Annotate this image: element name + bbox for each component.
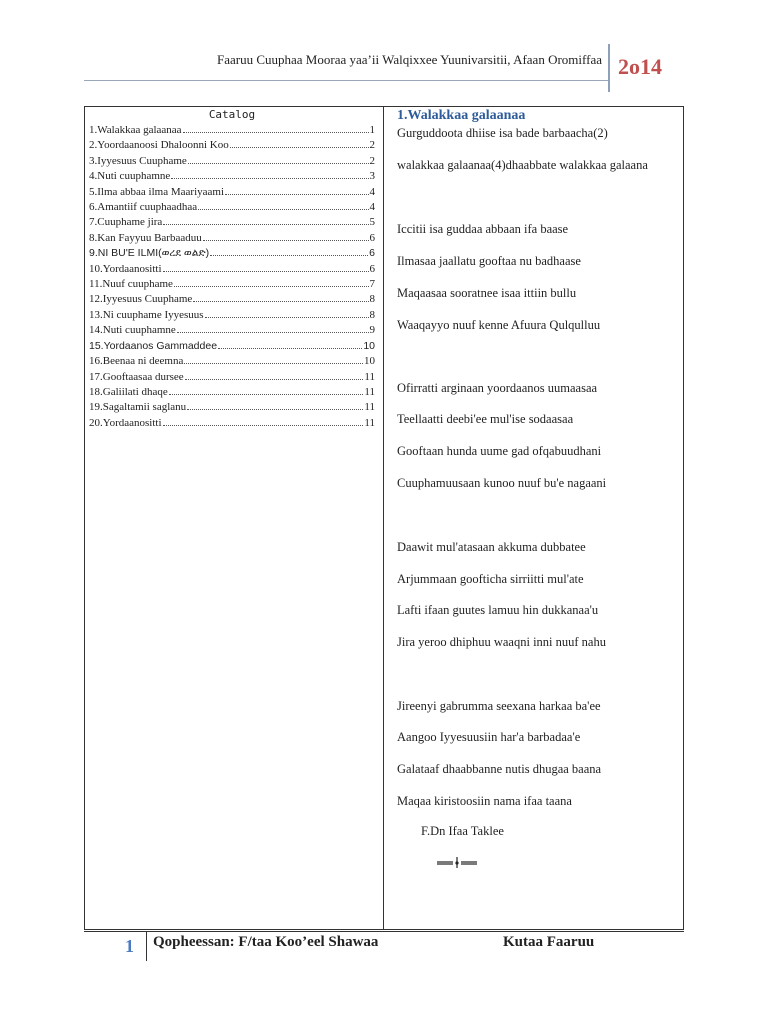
footer-author: Qopheessan: F/taa Koo’eel Shawaa (153, 934, 379, 950)
catalog-item[interactable] (89, 123, 375, 138)
catalog-item[interactable] (89, 354, 375, 369)
footer-separator (146, 931, 147, 961)
catalog-item-page: 11 (364, 385, 375, 398)
ornament-divider-icon (435, 856, 479, 868)
catalog-item-leader (188, 162, 369, 164)
catalog-item-title: 12.Iyyesuus Cuuphame (89, 293, 193, 306)
catalog-item-leader (225, 193, 369, 195)
header-year: 2o14 (618, 54, 662, 79)
catalog-item[interactable] (89, 339, 375, 354)
poem (397, 106, 679, 838)
poem-line: Gooftaan hunda uume gad ofqabuudhani (397, 444, 602, 458)
catalog-item-page: 8 (369, 308, 375, 321)
column-divider (383, 106, 384, 930)
poem-signature: F.Dn Ifaa Taklee (421, 824, 504, 838)
catalog-item-leader (185, 378, 364, 380)
catalog-item-page: 2 (369, 154, 375, 167)
catalog-item-title: 4.Nuti cuuphamne (89, 170, 171, 183)
catalog-item[interactable] (89, 385, 375, 400)
catalog-item-page: 11 (364, 370, 375, 383)
catalog-item-leader (163, 223, 368, 225)
poem-line: Ilmasaa jaallatu gooftaa nu badhaase (397, 254, 581, 268)
catalog-item-leader (187, 408, 363, 410)
poem-line: Jira yeroo dhiphuu waaqni inni nuuf nahu (397, 635, 606, 649)
poem-line: Gurguddoota dhiise isa bade barbaacha(2) (397, 126, 608, 140)
catalog-item-page: 9 (369, 324, 375, 337)
poem-line: Aangoo Iyyesuusiin har'a barbadaa'e (397, 730, 581, 744)
poem-line: Waaqayyo nuuf kenne Afuura Qulqulluu (397, 318, 601, 332)
catalog-title: Catalog (208, 108, 256, 121)
catalog-item-leader (171, 177, 368, 179)
catalog-item-leader (169, 393, 364, 395)
catalog-item-title: 20.Yordaanositti (89, 416, 162, 429)
catalog-item[interactable] (89, 370, 375, 385)
catalog-item-leader (203, 239, 369, 241)
catalog-list (89, 123, 375, 431)
poem-line: Galataaf dhaabbanne nutis dhugaa baana (397, 762, 602, 776)
catalog-item-leader (193, 300, 368, 302)
catalog-item-title: 14.Nuti cuuphamne (89, 324, 176, 337)
catalog-item-page: 3 (369, 170, 375, 183)
catalog-item-title: 5.Ilma abbaa ilma Maariyaami (89, 185, 224, 198)
catalog-item-page: 4 (369, 201, 375, 214)
catalog-item[interactable] (89, 231, 375, 246)
catalog-item-leader (184, 362, 363, 364)
poem-line: Maqaasaa sooratnee isaa ittiin bullu (397, 286, 577, 300)
catalog-item-page: 10 (364, 355, 375, 368)
header-rule (84, 80, 608, 81)
poem-line: Iccitii isa guddaa abbaan ifa baase (397, 222, 569, 236)
catalog-item-leader (230, 146, 369, 148)
catalog-item-leader (174, 285, 369, 287)
poem-line: Daawit mul'atasaan akkuma dubbatee (397, 540, 586, 554)
catalog-item-leader (198, 208, 368, 210)
catalog-item[interactable] (89, 308, 375, 323)
catalog (89, 108, 375, 431)
poem-line: walakkaa galaanaa(4)dhaabbate walakkaa galaana (397, 158, 648, 172)
catalog-item[interactable] (89, 262, 375, 277)
catalog-item-page: 6 (369, 262, 375, 275)
catalog-item-page: 7 (369, 278, 375, 291)
catalog-item[interactable] (89, 169, 375, 184)
catalog-item[interactable] (89, 277, 375, 292)
catalog-item-title: 15.Yordaanos Gammaddee (89, 339, 218, 352)
catalog-item-title: 17.Gooftaasaa dursee (89, 370, 184, 383)
catalog-item[interactable] (89, 246, 375, 261)
catalog-item-title: 8.Kan Fayyuu Barbaaduu (89, 231, 202, 244)
catalog-item[interactable] (89, 416, 375, 431)
header-title: Faaruu Cuuphaa Mooraa yaa’ii Walqixxee Yuunivarsitii, Afaan Oromiffaa (217, 52, 602, 67)
catalog-item-page: 11 (364, 416, 375, 429)
catalog-item[interactable] (89, 215, 375, 230)
catalog-item-page: 8 (369, 293, 375, 306)
catalog-item-leader (210, 254, 368, 256)
poem-line: Teellaatti deebi'ee mul'ise sodaasaa (397, 412, 574, 426)
catalog-item-page: 11 (364, 401, 375, 414)
catalog-item-title: 18.Galiilati dhaqe (89, 385, 168, 398)
catalog-item[interactable] (89, 154, 375, 169)
footer-rule (84, 931, 684, 932)
catalog-item-title: 9.NI BU'E ILMI(ወረደ ወልድ) (89, 247, 210, 260)
catalog-item-page: 6 (369, 247, 375, 260)
catalog-item-leader (177, 331, 369, 333)
catalog-item[interactable] (89, 138, 375, 153)
poem-line: Arjummaan goofticha sirriitti mul'ate (397, 572, 584, 586)
catalog-item-title: 6.Amantiif cuuphaadhaa (89, 201, 198, 214)
catalog-item-page: 6 (369, 231, 375, 244)
poem-line: Jireenyi gabrumma seexana harkaa ba'ee (397, 699, 601, 713)
catalog-item-page: 10 (363, 339, 375, 352)
catalog-item-title: 19.Sagaltamii saglanu (89, 401, 187, 414)
catalog-item-page: 4 (369, 185, 375, 198)
catalog-item-leader (205, 316, 369, 318)
catalog-item-page: 1 (369, 124, 375, 136)
catalog-item-title: 11.Nuuf cuuphame (89, 278, 173, 291)
catalog-item-page: 2 (369, 139, 375, 152)
poem-title: 1.Walakkaa galaanaa (397, 108, 526, 123)
catalog-item-title: 7.Cuuphame jira (89, 216, 163, 229)
poem-line: Lafti ifaan guutes lamuu hin dukkanaa'u (397, 603, 599, 617)
poem-line: Cuuphamuusaan kunoo nuuf bu'e nagaani (397, 476, 607, 490)
catalog-item-title: 1.Walakkaa galaanaa (89, 124, 182, 136)
catalog-item[interactable] (89, 200, 375, 215)
header-separator (608, 44, 610, 92)
footer-section: Kutaa Faaruu (503, 934, 595, 950)
catalog-item-leader (218, 347, 362, 349)
catalog-item[interactable] (89, 185, 375, 200)
catalog-item-title: 10.Yordaanositti (89, 262, 162, 275)
page-number: 1 (125, 936, 134, 956)
poem-line: Ofirratti arginaan yoordaanos uumaasaa (397, 381, 598, 395)
catalog-item-page: 5 (369, 216, 375, 229)
catalog-item[interactable] (89, 400, 375, 415)
catalog-item[interactable] (89, 323, 375, 338)
poem-line: Maqaa kiristoosiin nama ifaa taana (397, 794, 572, 808)
catalog-item-leader (163, 424, 364, 426)
catalog-item-leader (183, 131, 369, 133)
catalog-item-leader (163, 270, 369, 272)
catalog-item-title: 2.Yoordaanoosi Dhaloonni Koo (89, 139, 229, 152)
catalog-item-title: 16.Beenaa ni deemna (89, 355, 184, 368)
catalog-item-title: 3.Iyyesuus Cuuphame (89, 154, 187, 167)
catalog-item-title: 13.Ni cuuphame Iyyesuus (89, 308, 204, 321)
catalog-item[interactable] (89, 292, 375, 307)
